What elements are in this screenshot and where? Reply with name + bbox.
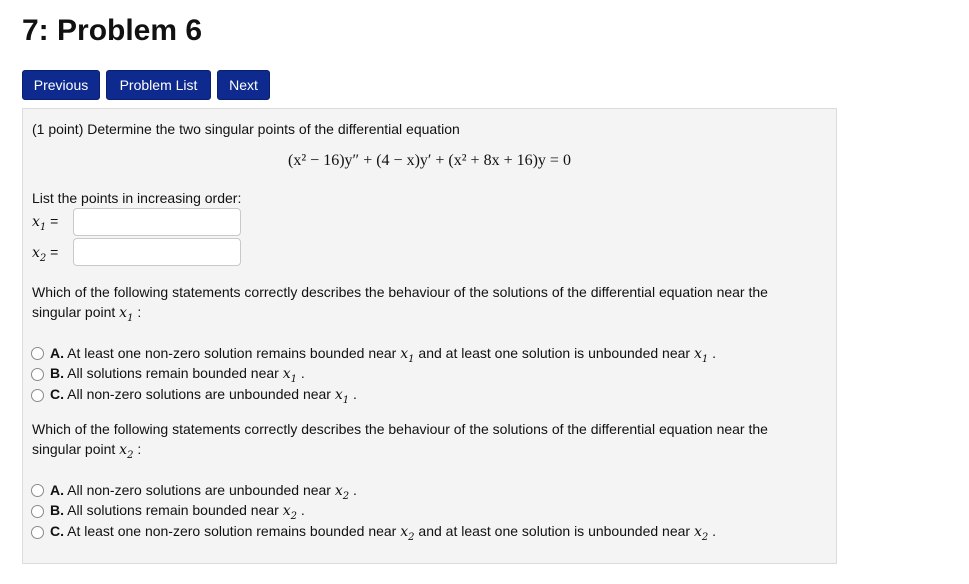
- q2-option-b[interactable]: B. All solutions remain bounded near $x_2$ .: [50, 502, 305, 522]
- x2-label: $x_2$ =: [32, 244, 59, 264]
- page-title: 7: Problem 6: [22, 14, 203, 47]
- question2-text: Which of the following statements correctly describes the behaviour of the solutions of the differential equation near the: [32, 421, 768, 437]
- q1-option-c[interactable]: C. All non-zero solutions are unbounded near $x_1$ .: [50, 386, 357, 406]
- list-instruction: List the points in increasing order:: [32, 190, 242, 206]
- previous-button[interactable]: Previous: [22, 70, 100, 100]
- q1-option-b[interactable]: B. All solutions remain bounded near $x_1$ .: [50, 365, 305, 385]
- q1-option-c-radio[interactable]: [31, 389, 44, 402]
- x1-label: $x_1$ =: [32, 213, 59, 233]
- x2-input[interactable]: [73, 238, 241, 266]
- question2-text-line2: singular point $x_2$ :: [32, 441, 142, 461]
- q2-option-c[interactable]: C. At least one non-zero solution remains bounded near $x_2$ and at least one solution is unbounded near $x_2$ .: [50, 523, 717, 543]
- question1-text-line2: singular point $x_1$ :: [32, 304, 142, 324]
- question1-text: Which of the following statements correctly describes the behaviour of the solutions of the differential equation near the: [32, 284, 768, 300]
- q2-option-a-radio[interactable]: [31, 484, 44, 497]
- q2-option-b-radio[interactable]: [31, 505, 44, 518]
- q1-option-a-radio[interactable]: [31, 347, 44, 360]
- q1-option-b-radio[interactable]: [31, 368, 44, 381]
- differential-equation: (x² − 16)y″ + (4 − x)y′ + (x² + 8x + 16)y = 0: [288, 152, 571, 169]
- problem-list-button[interactable]: Problem List: [106, 70, 211, 100]
- problem-prompt: (1 point) Determine the two singular points of the differential equation: [32, 121, 460, 137]
- q2-option-c-radio[interactable]: [31, 526, 44, 539]
- q1-option-a[interactable]: A. At least one non-zero solution remains bounded near $x_1$ and at least one solution is unbounded near $x_1$ .: [50, 345, 717, 365]
- problem-panel: [22, 108, 837, 564]
- q2-option-a[interactable]: A. All non-zero solutions are unbounded near $x_2$ .: [50, 482, 357, 502]
- x1-input[interactable]: [73, 208, 241, 236]
- next-button[interactable]: Next: [217, 70, 270, 100]
